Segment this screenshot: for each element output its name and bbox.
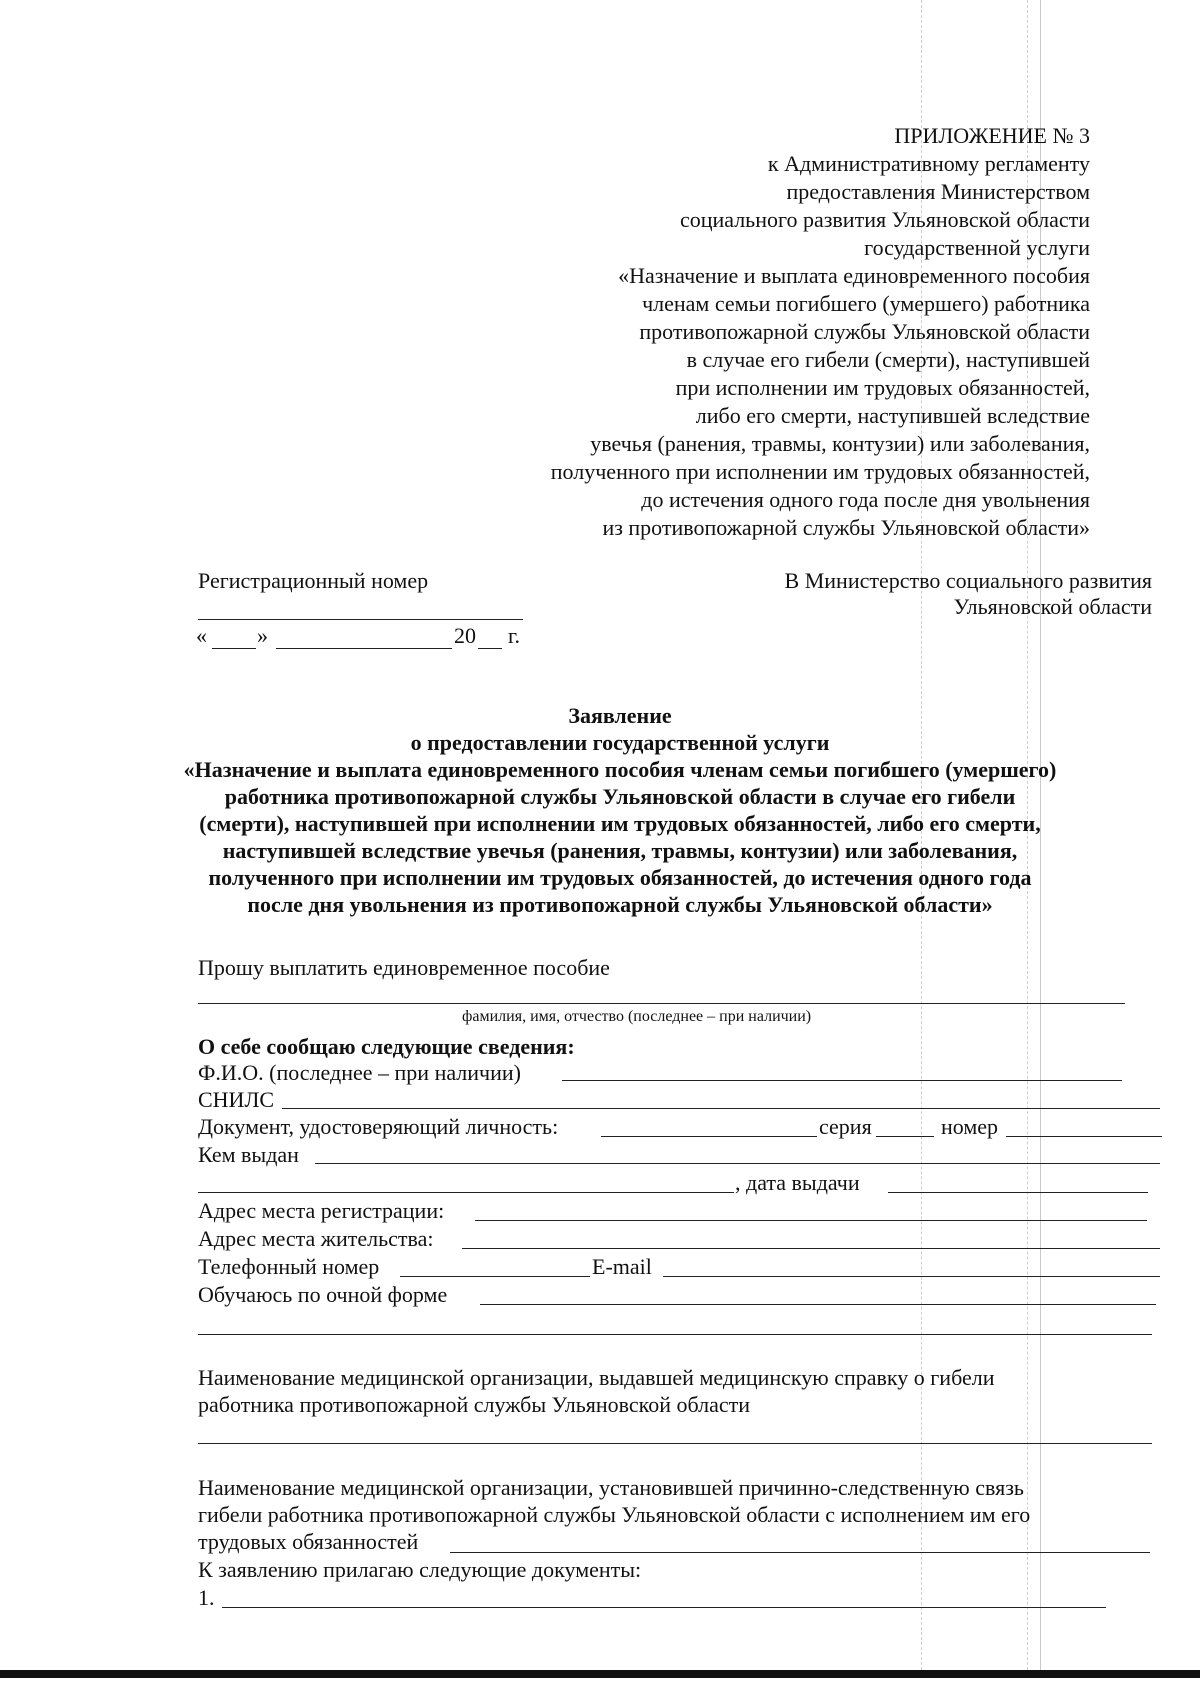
fulltime-study-field-continued[interactable] [198,1334,1152,1335]
number-field[interactable] [1006,1136,1162,1137]
title-line: наступившей вследствие увечья (ранения, травмы, контузии) или заболевания, [222,838,1018,863]
attachment-item-field[interactable] [222,1607,1106,1608]
med-org-causality-field[interactable] [450,1552,1150,1553]
id-document-field[interactable] [601,1136,817,1137]
scan-bottom-border [0,1670,1200,1678]
series-label: серия [819,1114,872,1139]
header-line: социального развития Ульяновской области [679,207,1090,232]
snils-label: СНИЛС [198,1087,275,1112]
date-year-field[interactable] [478,648,502,649]
title-line: полученного при исполнении им трудовых обязанностей, до истечения одного года [208,865,1032,890]
attachments-label: К заявлению прилагаю следующие документы: [198,1557,642,1582]
email-field[interactable] [663,1276,1160,1277]
med-org-certificate-label: Наименование медицинской организации, выдавшей медицинскую справку о гибели [198,1365,995,1390]
id-document-label: Документ, удостоверяющий личность: [198,1114,559,1139]
appendix-header [390,122,1090,542]
application-title [160,702,1080,918]
med-org-causality-label-line3: трудовых обязанностей [198,1529,419,1554]
header-line: полученного при исполнении им трудовых обязанностей, [550,459,1090,484]
fio-hint: фамилия, имя, отчество (последнее – при наличии) [462,1008,812,1025]
registration-number-field[interactable] [198,619,523,620]
title-line: после дня увольнения из противопожарной службы Ульяновской области» [247,892,993,917]
header-line: предоставления Министерством [786,179,1090,204]
header-line: из противопожарной службы Ульяновской области» [602,515,1090,540]
title-line: (смерти), наступившей при исполнении им трудовых обязанностей, либо его смерти, [199,811,1041,836]
date-year-prefix: 20 [454,623,476,648]
fio-label: Ф.И.О. (последнее – при наличии) [198,1060,521,1085]
request-text: Прошу выплатить единовременное пособие [198,955,610,980]
reg-address-field[interactable] [475,1220,1147,1221]
header-line: ПРИЛОЖЕНИЕ № 3 [894,123,1090,148]
title-line: о предоставлении государственной услуги [410,730,830,755]
date-month-field[interactable] [276,648,452,649]
recipient-fio-field[interactable] [198,1003,1125,1004]
phone-field[interactable] [400,1276,590,1277]
phone-label: Телефонный номер [198,1254,380,1279]
header-line: противопожарной службы Ульяновской области [639,319,1090,344]
application-heading: Заявление [568,703,672,728]
title-line: работника противопожарной службы Ульяновской области в случае его гибели [224,784,1016,809]
email-label: E-mail [592,1254,652,1279]
header-line: в случае его гибели (смерти), наступившей [686,347,1090,372]
issued-by-label: Кем выдан [198,1142,299,1167]
date-year-suffix: г. [508,623,521,648]
header-line: государственной услуги [864,235,1090,260]
issue-date-label: , дата выдачи [735,1170,860,1195]
issue-date-field[interactable] [888,1192,1148,1193]
header-line: «Назначение и выплата единовременного пособия [618,263,1090,288]
date-day-field[interactable] [212,648,256,649]
fulltime-study-field[interactable] [480,1304,1156,1305]
date-open-quote: « [196,623,207,648]
reg-address-label: Адрес места регистрации: [198,1198,445,1223]
header-line: к Административному регламенту [767,151,1090,176]
header-line: увечья (ранения, травмы, контузии) или заболевания, [590,431,1090,456]
med-org-causality-label-line2: гибели работника противопожарной службы Ульяновской области с исполнением им его [198,1502,1031,1527]
header-line: до истечения одного года после дня увольнения [641,487,1090,512]
med-org-causality-label: Наименование медицинской организации, установившей причинно-следственную связь [198,1475,1024,1500]
title-line: «Назначение и выплата единовременного пособия членам семьи погибшего (умершего) [183,757,1057,782]
live-address-label: Адрес места жительства: [198,1226,434,1251]
series-field[interactable] [876,1136,934,1137]
med-org-certificate-field[interactable] [198,1443,1152,1444]
snils-field[interactable] [282,1108,1160,1109]
live-address-field[interactable] [462,1248,1160,1249]
addressee-line: Ульяновской области [953,594,1152,619]
fio-field[interactable] [562,1080,1122,1081]
header-line: либо его смерти, наступившей вследствие [695,403,1090,428]
med-org-certificate-label-line2: работника противопожарной службы Ульяновской области [198,1392,751,1417]
header-line: членам семьи погибшего (умершего) работника [642,291,1090,316]
header-line: при исполнении им трудовых обязанностей, [675,375,1090,400]
attachment-item-number: 1. [198,1585,215,1610]
date-close-quote: » [257,623,268,648]
number-label: номер [941,1114,999,1139]
addressee-line: В Министерство социального развития [784,568,1152,593]
registration-number-label: Регистрационный номер [198,568,429,593]
issued-by-field-continued[interactable] [198,1192,734,1193]
about-heading: О себе сообщаю следующие сведения: [198,1034,575,1059]
issued-by-field[interactable] [315,1163,1160,1164]
fulltime-study-label: Обучаюсь по очной форме [198,1282,448,1307]
